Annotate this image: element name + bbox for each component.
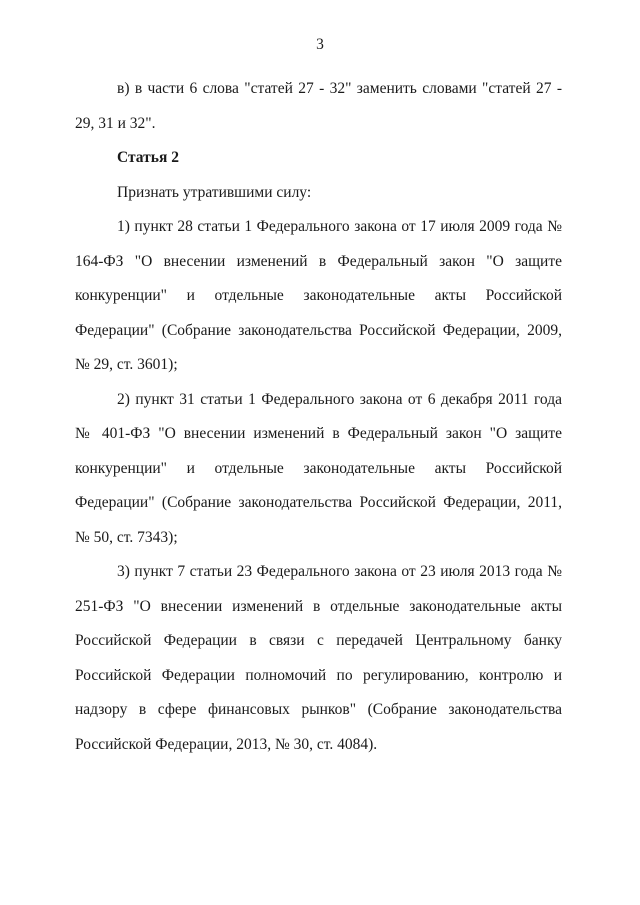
paragraph-item-1: 1) пункт 28 статьи 1 Федерального закона от 17 июля 2009 года № 164-ФЗ "О внесении изменений в Федеральный закон "О защите конкуренции" и отдельные законодательные акты Российской Федерации" (Собрание законодательства Российской Федерации, 2009, № 29, ст. 3601); bbox=[75, 218, 562, 373]
paragraph-item-v: в) в части 6 слова "статей 27 - 32" заменить словами "статей 27 - 29, 31 и 32". bbox=[75, 80, 562, 132]
page-number: 3 bbox=[316, 36, 324, 53]
paragraph-item-2: 2) пункт 31 статьи 1 Федерального закона от 6 декабря 2011 года № 401-ФЗ "О внесении изменений в Федеральный закон "О защите конкуренции" и отдельные законодательные акты Российской Федерации" (Собрание законодательства Российской Федерации, 2011, № 50, ст. 7343); bbox=[75, 390, 562, 546]
article-heading: Статья 2 bbox=[117, 149, 179, 166]
document-body bbox=[75, 72, 562, 762]
paragraph-item-3: 3) пункт 7 статьи 23 Федерального закона от 23 июля 2013 года № 251-ФЗ "О внесении изменений в отдельные законодательные акты Российской Федерации в связи с передачей Центральному банку Российской Федерации полномочий по регулированию, контролю и надзору в сфере финансовых рынков" (Собрание законодательства Российской Федерации, 2013, № 30, ст. 4084). bbox=[75, 563, 562, 753]
paragraph-intro: Признать утратившими силу: bbox=[117, 183, 312, 201]
